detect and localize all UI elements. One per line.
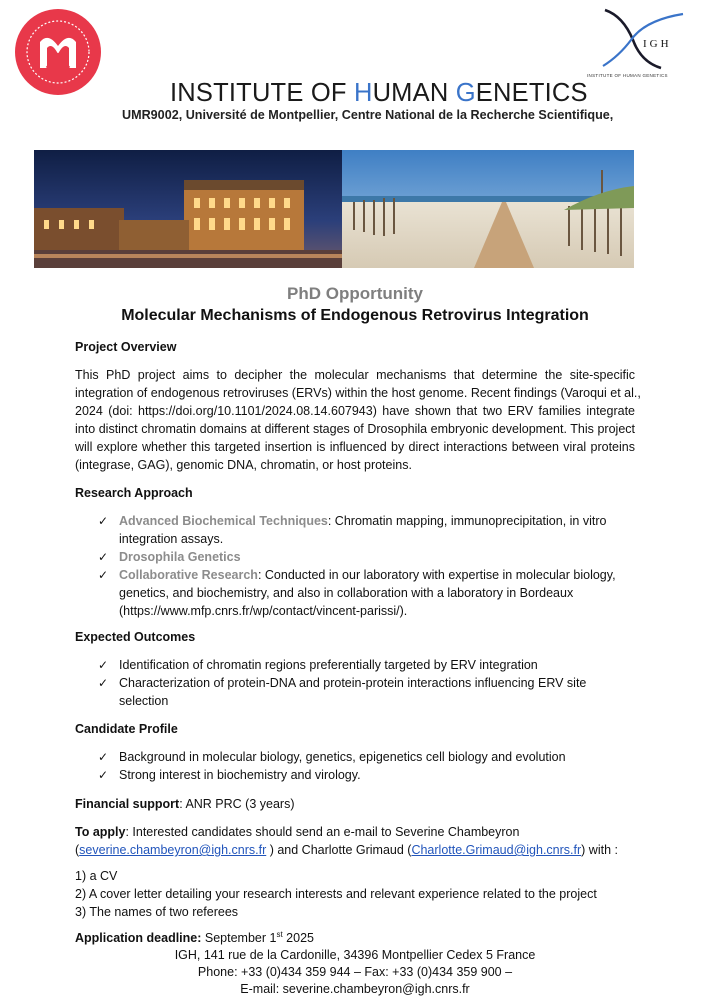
- footer-address: IGH, 141 rue de la Cardonille, 34396 Montpellier Cedex 5 France: [174, 948, 536, 962]
- deadline-date-suffix: st: [276, 929, 283, 939]
- universite-montpellier-logo: [14, 8, 102, 96]
- list-item: [75, 656, 675, 674]
- list-item: [75, 566, 675, 620]
- email-link-charlotte[interactable]: Charlotte.Grimaud@igh.cnrs.fr: [411, 843, 582, 857]
- research-approach-heading: Research Approach: [75, 486, 193, 500]
- apply-text: ) and Charlotte Grimaud (: [266, 843, 412, 857]
- list-item: [75, 674, 675, 710]
- profile-text: Strong interest in biochemistry and virology.: [119, 768, 361, 782]
- overview-line: integration of endogenous retroviruses (ERVs) within the host genome. Recent findings (Varoqui et al.,: [75, 386, 641, 400]
- deadline-label: Application deadline:: [75, 931, 202, 945]
- financial-text: : ANR PRC (3 years): [179, 797, 295, 811]
- approach-text: (https://www.mfp.cnrs.fr/wp/contact/vincent-parissi/).: [119, 604, 408, 618]
- approach-text: : Conducted in our laboratory with expertise in molecular biology,: [257, 568, 616, 582]
- list-item: 1) a CV: [75, 869, 118, 883]
- outcome-text: selection: [119, 694, 169, 708]
- institute-title: INSTITUTE OF HUMAN GENETICS: [170, 79, 588, 107]
- phd-opportunity-heading: PhD Opportunity: [287, 284, 423, 303]
- expected-outcomes-list: [75, 656, 675, 710]
- deadline-year: 2025: [282, 931, 314, 945]
- check-icon: ✓: [98, 550, 109, 564]
- check-icon: ✓: [98, 768, 109, 782]
- profile-text: Background in molecular biology, genetics, epigenetics cell biology and evolution: [119, 750, 566, 764]
- application-list: [75, 867, 597, 921]
- igh-logo-mark: [583, 6, 688, 72]
- footer-phone: Phone: +33 (0)434 359 944 – Fax: +33 (0)434 359 900 –: [197, 965, 513, 979]
- approach-label: Drosophila Genetics: [119, 550, 241, 564]
- deadline-date: September 1: [201, 931, 277, 945]
- overview-line: This PhD project aims to decipher the molecular mechanisms that determine the site-specific: [75, 368, 635, 382]
- list-item: [75, 512, 675, 548]
- outcome-text: Characterization of protein-DNA and protein-protein interactions influencing ERV site: [119, 676, 587, 690]
- project-title: Molecular Mechanisms of Endogenous Retrovirus Integration: [121, 307, 589, 324]
- research-approach-list: [75, 512, 675, 620]
- overview-line: (integrase, GAG), genomic DNA, chromatin, or host proteins.: [75, 458, 412, 472]
- outcome-text: Identification of chromatin regions preferentially targeted by ERV integration: [119, 658, 538, 672]
- approach-label: Collaborative Research: [119, 568, 258, 582]
- check-icon: ✓: [98, 658, 109, 672]
- approach-text: integration assays.: [119, 532, 224, 546]
- apply-text: ) with :: [581, 843, 618, 857]
- check-icon: ✓: [98, 676, 109, 690]
- institute-subtitle: UMR9002, Université de Montpellier, Centre National de la Recherche Scientifique,: [122, 108, 614, 122]
- application-deadline: [75, 929, 314, 947]
- check-icon: ✓: [98, 514, 109, 528]
- igh-logo-caption: INSTITUTE OF HUMAN GENETICS: [587, 73, 668, 78]
- list-item: [75, 766, 675, 784]
- igh-logo: [583, 6, 688, 86]
- expected-outcomes-heading: Expected Outcomes: [75, 630, 196, 644]
- list-item: [75, 548, 675, 566]
- project-overview-text: [75, 366, 641, 474]
- overview-line: into distinct chromatin domains at different stages of Drosophila embryonic development. This project: [75, 422, 635, 436]
- banner-photo: [34, 150, 634, 268]
- list-item: 3) The names of two referees: [75, 905, 239, 919]
- email-link-severine[interactable]: severine.chambeyron@igh.cnrs.fr: [79, 843, 267, 857]
- project-overview-heading: Project Overview: [75, 340, 177, 354]
- check-icon: ✓: [98, 568, 109, 582]
- financial-support: [75, 795, 295, 813]
- apply-text: : Interested candidates should send an e-mail to Severine Chambeyron: [125, 825, 520, 839]
- approach-label: Advanced Biochemical Techniques: [119, 514, 328, 528]
- apply-text: (: [75, 843, 80, 857]
- financial-label: Financial support: [75, 797, 180, 811]
- apply-label: To apply: [75, 825, 126, 839]
- approach-text: genetics, and biochemistry, and also in collaboration with a laboratory in Bordeaux: [119, 586, 574, 600]
- list-item: [75, 748, 675, 766]
- overview-line: will explore whether this targeted insertion is influenced by direct interactions between viral proteins: [75, 440, 635, 454]
- candidate-profile-list: [75, 748, 675, 784]
- footer-email: E-mail: severine.chambeyron@igh.cnrs.fr: [240, 982, 470, 996]
- overview-line: 2024 (doi: https://doi.org/10.1101/2024.08.14.607943) have shown that two ERV families integrate: [75, 404, 635, 418]
- igh-logo-text: IGH: [643, 38, 672, 50]
- apply-paragraph: [75, 823, 618, 859]
- check-icon: ✓: [98, 750, 109, 764]
- list-item: 2) A cover letter detailing your research interests and relevant experience related to the project: [75, 887, 597, 901]
- approach-text: : Chromatin mapping, immunoprecipitation, in vitro: [327, 514, 607, 528]
- candidate-profile-heading: Candidate Profile: [75, 722, 178, 736]
